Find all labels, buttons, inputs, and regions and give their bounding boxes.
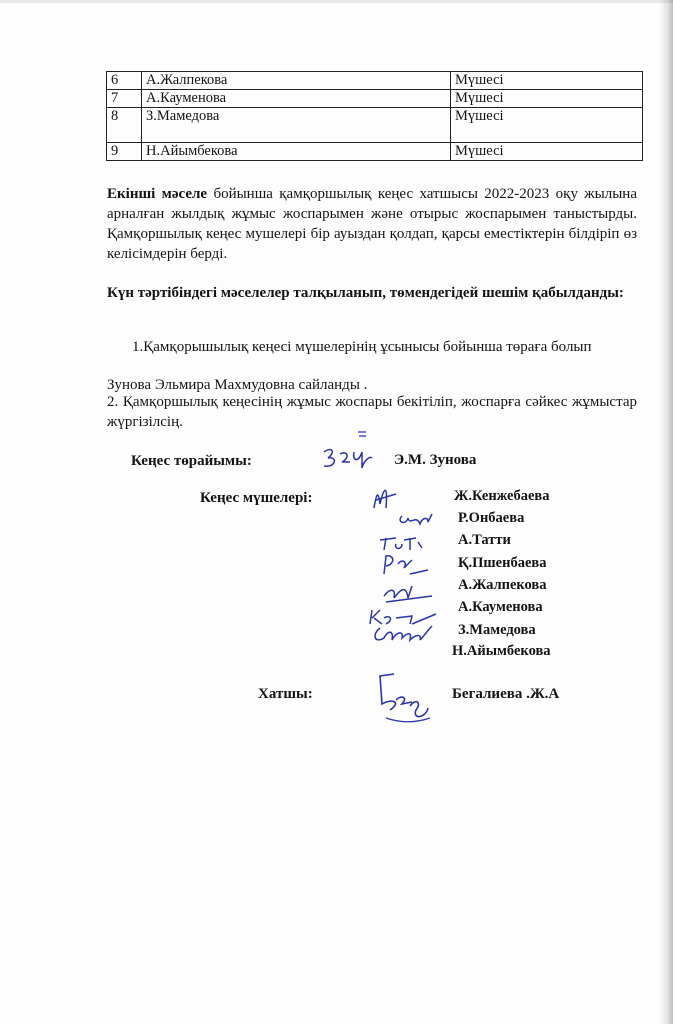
member-role-cell: Мүшесі — [451, 108, 643, 143]
secretary-signature — [372, 668, 442, 743]
table-row — [107, 90, 643, 108]
table-row — [107, 108, 643, 143]
member-name: А.Татти — [458, 532, 511, 548]
chair-label: Кеңес төрайымы: — [131, 453, 252, 469]
member-name: Н.Айымбекова — [452, 643, 551, 659]
member-role-cell: Мүшесі — [451, 90, 643, 108]
members-signatures — [366, 478, 456, 653]
second-issue-heading: Екінші мәселе — [107, 186, 208, 202]
member-name-cell: З.Мамедова — [142, 108, 451, 143]
paragraph-decision-heading: Күн тәртібіндегі мәселелер талқыланып, төмендегідей шешім қабылданды: — [107, 285, 624, 301]
paragraph-second-issue — [107, 184, 637, 264]
members-label: Кеңес мүшелері: — [200, 490, 313, 506]
page-top-shadow — [0, 0, 673, 3]
chair-name: Э.М. Зунова — [394, 452, 477, 468]
member-name: Қ.Пшенбаева — [458, 555, 547, 571]
member-name: Ж.Кенжебаева — [454, 488, 550, 504]
member-name-cell: А.Жалпекова — [142, 72, 451, 90]
row-number: 9 — [107, 143, 142, 161]
table-row — [107, 72, 643, 90]
row-number: 7 — [107, 90, 142, 108]
secretary-name: Бегалиева .Ж.А — [452, 686, 560, 702]
secretary-label: Хатшы: — [258, 686, 313, 702]
paragraph-decision-1: 1.Қамқорышылық кеңесі мүшелерінің ұсынысы бойынша төраға болып — [132, 339, 592, 355]
member-name: Р.Онбаева — [458, 510, 525, 526]
member-role-cell: Мүшесі — [451, 72, 643, 90]
member-name: З.Мамедова — [458, 622, 536, 638]
member-name-cell: Н.Айымбекова — [142, 143, 451, 161]
member-name-cell: А.Кауменова — [142, 90, 451, 108]
member-name: А.Жалпекова — [458, 577, 547, 593]
table-row — [107, 143, 643, 161]
chair-signature — [318, 428, 378, 477]
row-number: 6 — [107, 72, 142, 90]
row-number: 8 — [107, 108, 142, 143]
page-edge-shadow — [659, 0, 673, 1024]
second-issue-text: бойынша қамқоршылық кеңес хатшысы 2022-2023 оқу жылына арналған жылдық жұмыс жоспарымен және отырыс жоспарымен таныстырды. Қамқоршылық кеңес мушелері бір ауыздан қолдап, қарсы еместіктерін білдіріп өз келісімдерін берді. — [107, 186, 637, 262]
member-name: А.Кауменова — [458, 599, 543, 615]
member-role-cell: Мүшесі — [451, 143, 643, 161]
paragraph-decision-2: 2. Қамқоршылық кеңесінің жұмыс жоспары бекітіліп, жоспарға сәйкес жұмыстар жүргізілсің. — [107, 394, 637, 430]
members-table — [106, 71, 643, 161]
paragraph-elected-chair: Зунова Эльмира Махмудовна сайланды . — [107, 377, 368, 393]
